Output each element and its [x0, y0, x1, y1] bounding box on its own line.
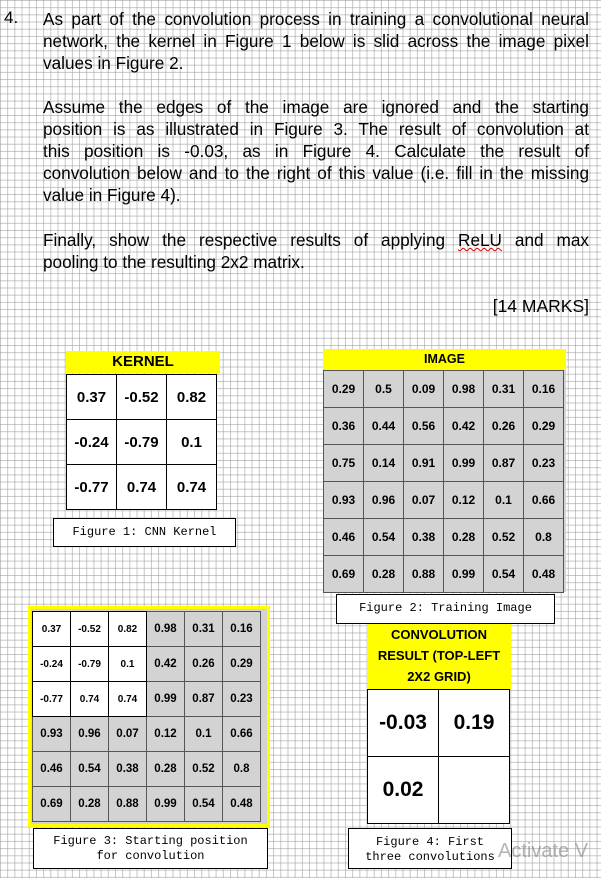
figure3-cell: 0.54 [71, 752, 109, 787]
figure3-cell: 0.12 [147, 717, 185, 752]
image-cell: 0.5 [364, 371, 404, 408]
figure3-cell: 0.38 [109, 752, 147, 787]
kernel-overlay-cell: 0.82 [109, 612, 147, 647]
figure4-caption [348, 828, 512, 869]
figure3-cell: 0.87 [185, 682, 223, 717]
kernel-cell: -0.24 [67, 420, 117, 465]
result-cell: -0.03 [368, 690, 439, 757]
kernel-overlay-cell: 0.74 [71, 682, 109, 717]
image-cell: 0.16 [524, 371, 564, 408]
figure3-cell: 0.48 [223, 787, 261, 822]
kernel-cell: 0.74 [167, 465, 217, 510]
image-cell: 0.96 [364, 482, 404, 519]
image-cell: 0.88 [404, 556, 444, 593]
image-cell: 0.66 [524, 482, 564, 519]
kernel-cell: 0.1 [167, 420, 217, 465]
figure3-cell: 0.99 [147, 787, 185, 822]
image-cell: 0.38 [404, 519, 444, 556]
kernel-cell: 0.74 [117, 465, 167, 510]
kernel-cell: -0.79 [117, 420, 167, 465]
paragraph-line: this position is -0.03, as in Figure 4. Calculate the result of [43, 141, 589, 161]
image-cell: 0.52 [484, 519, 524, 556]
title-line: 2X2 GRID) [407, 669, 471, 684]
paragraph-line [43, 229, 589, 251]
image-cell: 0.1 [484, 482, 524, 519]
image-cell: 0.75 [324, 445, 364, 482]
kernel-overlay-cell: -0.77 [33, 682, 71, 717]
title-line: CONVOLUTION [390, 627, 488, 642]
figure3-cell: 0.96 [71, 717, 109, 752]
image-cell: 0.46 [324, 519, 364, 556]
image-cell: 0.54 [484, 556, 524, 593]
image-cell: 0.87 [484, 445, 524, 482]
figure3-cell: 0.23 [223, 682, 261, 717]
marks-label: [14 MARKS] [492, 296, 589, 316]
paragraph-line: values in Figure 2. [43, 53, 184, 73]
paragraph-line: position is as illustrated in Figure 3. The result of convolution at [43, 119, 589, 139]
relu-word: ReLU [458, 230, 502, 250]
paragraph-line: network, the kernel in Figure 1 below is slid across the image pixel [43, 31, 589, 51]
paragraph-line: value in Figure 4). [43, 185, 181, 205]
figure3-cell: 0.98 [147, 612, 185, 647]
kernel-cell: -0.52 [117, 375, 167, 420]
image-cell: 0.12 [444, 482, 484, 519]
missing-result-cell [439, 757, 510, 824]
image-cell: 0.09 [404, 371, 444, 408]
kernel-overlay-cell: -0.24 [33, 647, 71, 682]
image-cell: 0.48 [524, 556, 564, 593]
image-cell: 0.56 [404, 408, 444, 445]
caption-line: Figure 3: Starting position [53, 834, 248, 848]
image-cell: 0.29 [524, 408, 564, 445]
kernel-cell: 0.82 [167, 375, 217, 420]
kernel-cell: 0.37 [67, 375, 117, 420]
image-cell: 0.99 [444, 556, 484, 593]
paragraph-text: Finally, show the respective results of applying [43, 230, 459, 250]
paragraph-task [43, 96, 589, 206]
image-cell: 0.28 [444, 519, 484, 556]
paragraph-text: and max [501, 230, 589, 250]
paragraph-line: convolution below and to the right of this value (i.e. fill in the missing [43, 163, 589, 183]
figure3-cell: 0.26 [185, 647, 223, 682]
figure3-cell: 0.42 [147, 647, 185, 682]
paragraph-line: As part of the convolution process in training a convolutional neural [43, 9, 589, 29]
result-cell: 0.02 [368, 757, 439, 824]
image-title: IMAGE [323, 349, 566, 370]
paragraph-line: Assume the edges of the image are ignored and the starting [43, 97, 589, 117]
image-cell: 0.28 [364, 556, 404, 593]
image-cell: 0.23 [524, 445, 564, 482]
figure3-cell: 0.88 [109, 787, 147, 822]
convolution-result-table [367, 689, 510, 824]
image-cell: 0.99 [444, 445, 484, 482]
activate-windows-watermark: Activate V [498, 840, 589, 862]
figure3-cell: 0.29 [223, 647, 261, 682]
image-table [323, 370, 564, 593]
image-cell: 0.31 [484, 371, 524, 408]
image-cell: 0.42 [444, 408, 484, 445]
title-line: RESULT (TOP-LEFT [377, 648, 501, 663]
image-cell: 0.91 [404, 445, 444, 482]
figure3-table [32, 611, 261, 822]
figure3-cell: 0.46 [33, 752, 71, 787]
paragraph-intro [43, 8, 589, 74]
caption-line: for convolution [96, 849, 205, 863]
kernel-cell: -0.77 [67, 465, 117, 510]
paragraph-finally [43, 229, 589, 273]
image-cell: 0.07 [404, 482, 444, 519]
figure3-cell: 0.8 [223, 752, 261, 787]
result-cell: 0.19 [439, 690, 510, 757]
image-cell: 0.44 [364, 408, 404, 445]
figure3-cell: 0.52 [185, 752, 223, 787]
figure3-cell: 0.69 [33, 787, 71, 822]
kernel-title: KERNEL [66, 351, 220, 373]
figure3-cell: 0.31 [185, 612, 223, 647]
figure3-cell: 0.16 [223, 612, 261, 647]
kernel-overlay-cell: 0.1 [109, 647, 147, 682]
figure3-cell: 0.28 [147, 752, 185, 787]
kernel-overlay-cell: 0.74 [109, 682, 147, 717]
figure3-cell: 0.28 [71, 787, 109, 822]
image-cell: 0.98 [444, 371, 484, 408]
kernel-table [66, 374, 217, 510]
image-cell: 0.69 [324, 556, 364, 593]
caption-line: three convolutions [365, 850, 495, 864]
caption-line: Figure 4: First [375, 835, 485, 849]
image-cell: 0.93 [324, 482, 364, 519]
image-cell: 0.36 [324, 408, 364, 445]
image-cell: 0.26 [484, 408, 524, 445]
paragraph-line: pooling to the resulting 2x2 matrix. [43, 252, 305, 272]
image-cell: 0.14 [364, 445, 404, 482]
question-number: 4. [4, 8, 19, 27]
convolution-title [367, 624, 511, 689]
figure3-cell: 0.93 [33, 717, 71, 752]
kernel-overlay-cell: 0.37 [33, 612, 71, 647]
figure3-cell: 0.66 [223, 717, 261, 752]
image-cell: 0.29 [324, 371, 364, 408]
figure3-cell: 0.99 [147, 682, 185, 717]
figure3-cell: 0.54 [185, 787, 223, 822]
figure3-caption [33, 828, 268, 869]
image-cell: 0.8 [524, 519, 564, 556]
kernel-overlay-cell: -0.52 [71, 612, 109, 647]
image-cell: 0.54 [364, 519, 404, 556]
figure3-cell: 0.1 [185, 717, 223, 752]
figure2-caption: Figure 2: Training Image [336, 594, 555, 624]
kernel-overlay-cell: -0.79 [71, 647, 109, 682]
figure1-caption: Figure 1: CNN Kernel [53, 518, 236, 547]
figure3-cell: 0.07 [109, 717, 147, 752]
